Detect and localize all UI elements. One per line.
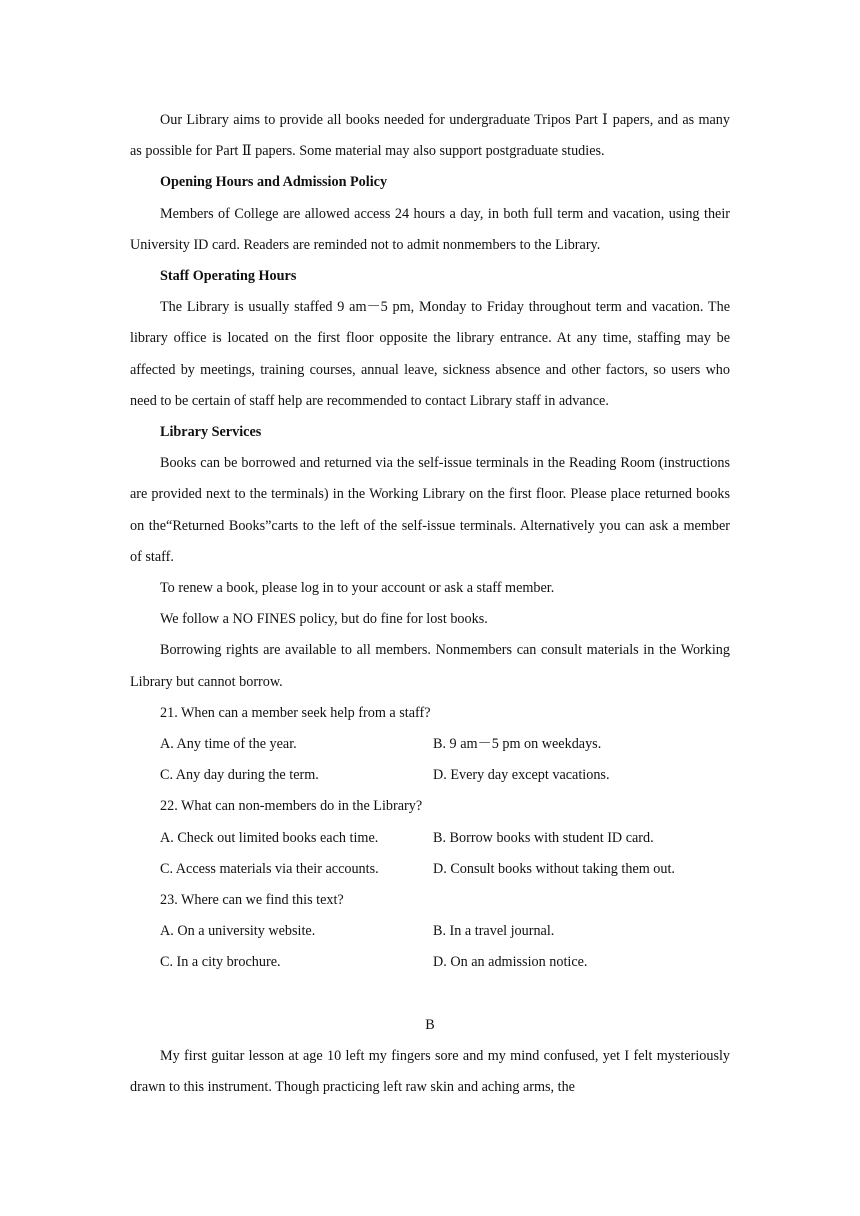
question-stem: 23. Where can we find this text? [160, 892, 344, 909]
option-b: B. 9 am－5 pm on weekdays. [433, 736, 602, 753]
section-heading-library-services: Library Services [160, 424, 262, 441]
option-c: C. Any day during the term. [160, 767, 319, 784]
services-paragraph-renew: To renew a book, please log in to your account or ask a staff member. [160, 580, 555, 597]
services-paragraph-fines: We follow a NO FINES policy, but do fine for lost books. [160, 611, 488, 628]
question-stem: 22. What can non-members do in the Library? [160, 798, 423, 815]
question-stem: 21. When can a member seek help from a staff? [160, 704, 431, 721]
option-a: A. Any time of the year. [160, 736, 297, 753]
staff-hours-paragraph: The Library is usually staffed 9 am－5 pm, Monday to Friday throughout term and vacation. The library office is located on the first floor opposite the library entrance. At any time, staffing may be affected by meetings, training courses, annual leave, sickness absence and other factors, so users who need to be certain of staff help are recommended to contact Library staff in advance. [130, 299, 730, 409]
question-22 [130, 791, 730, 885]
question-21 [130, 698, 730, 792]
option-a: A. On a university website. [160, 923, 316, 940]
option-d: D. Every day except vacations. [433, 767, 610, 784]
opening-hours-paragraph: Members of College are allowed access 24 hours a day, in both full term and vacation, using their University ID card. Readers are reminded not to admit nonmembers to the Library. [130, 205, 730, 253]
document-page [130, 105, 730, 1103]
question-23 [130, 885, 730, 979]
passage-b-letter: B [425, 1016, 435, 1033]
question-options [130, 729, 730, 791]
services-paragraph-rights: Borrowing rights are available to all members. Nonmembers can consult materials in the Working Library but cannot borrow. [130, 642, 730, 690]
option-b: B. Borrow books with student ID card. [433, 829, 654, 846]
option-c: C. Access materials via their accounts. [160, 860, 379, 877]
section-heading-opening-hours: Opening Hours and Admission Policy [160, 174, 388, 191]
services-paragraph-borrowing: Books can be borrowed and returned via the self-issue terminals in the Reading Room (instructions are provided next to the terminals) in the Working Library on the first floor. Please place returned books on the“Returned Books”carts to the left of the self-issue terminals. Alternatively you can ask a member of staff. [130, 455, 730, 565]
section-heading-staff-hours: Staff Operating Hours [160, 268, 297, 285]
question-options [130, 823, 730, 885]
question-options [130, 916, 730, 978]
option-a: A. Check out limited books each time. [160, 829, 379, 846]
intro-paragraph: Our Library aims to provide all books needed for undergraduate Tripos Part Ⅰ papers, and as many as possible for Part Ⅱ papers. Some material may also support postgraduate studies. [130, 112, 730, 160]
option-d: D. Consult books without taking them out. [433, 860, 675, 877]
option-c: C. In a city brochure. [160, 954, 281, 971]
option-d: D. On an admission notice. [433, 954, 588, 971]
passage-b-paragraph: My first guitar lesson at age 10 left my fingers sore and my mind confused, yet I felt mysteriously drawn to this instrument. Though practicing left raw skin and aching arms, the [130, 1047, 730, 1096]
option-b: B. In a travel journal. [433, 923, 555, 940]
